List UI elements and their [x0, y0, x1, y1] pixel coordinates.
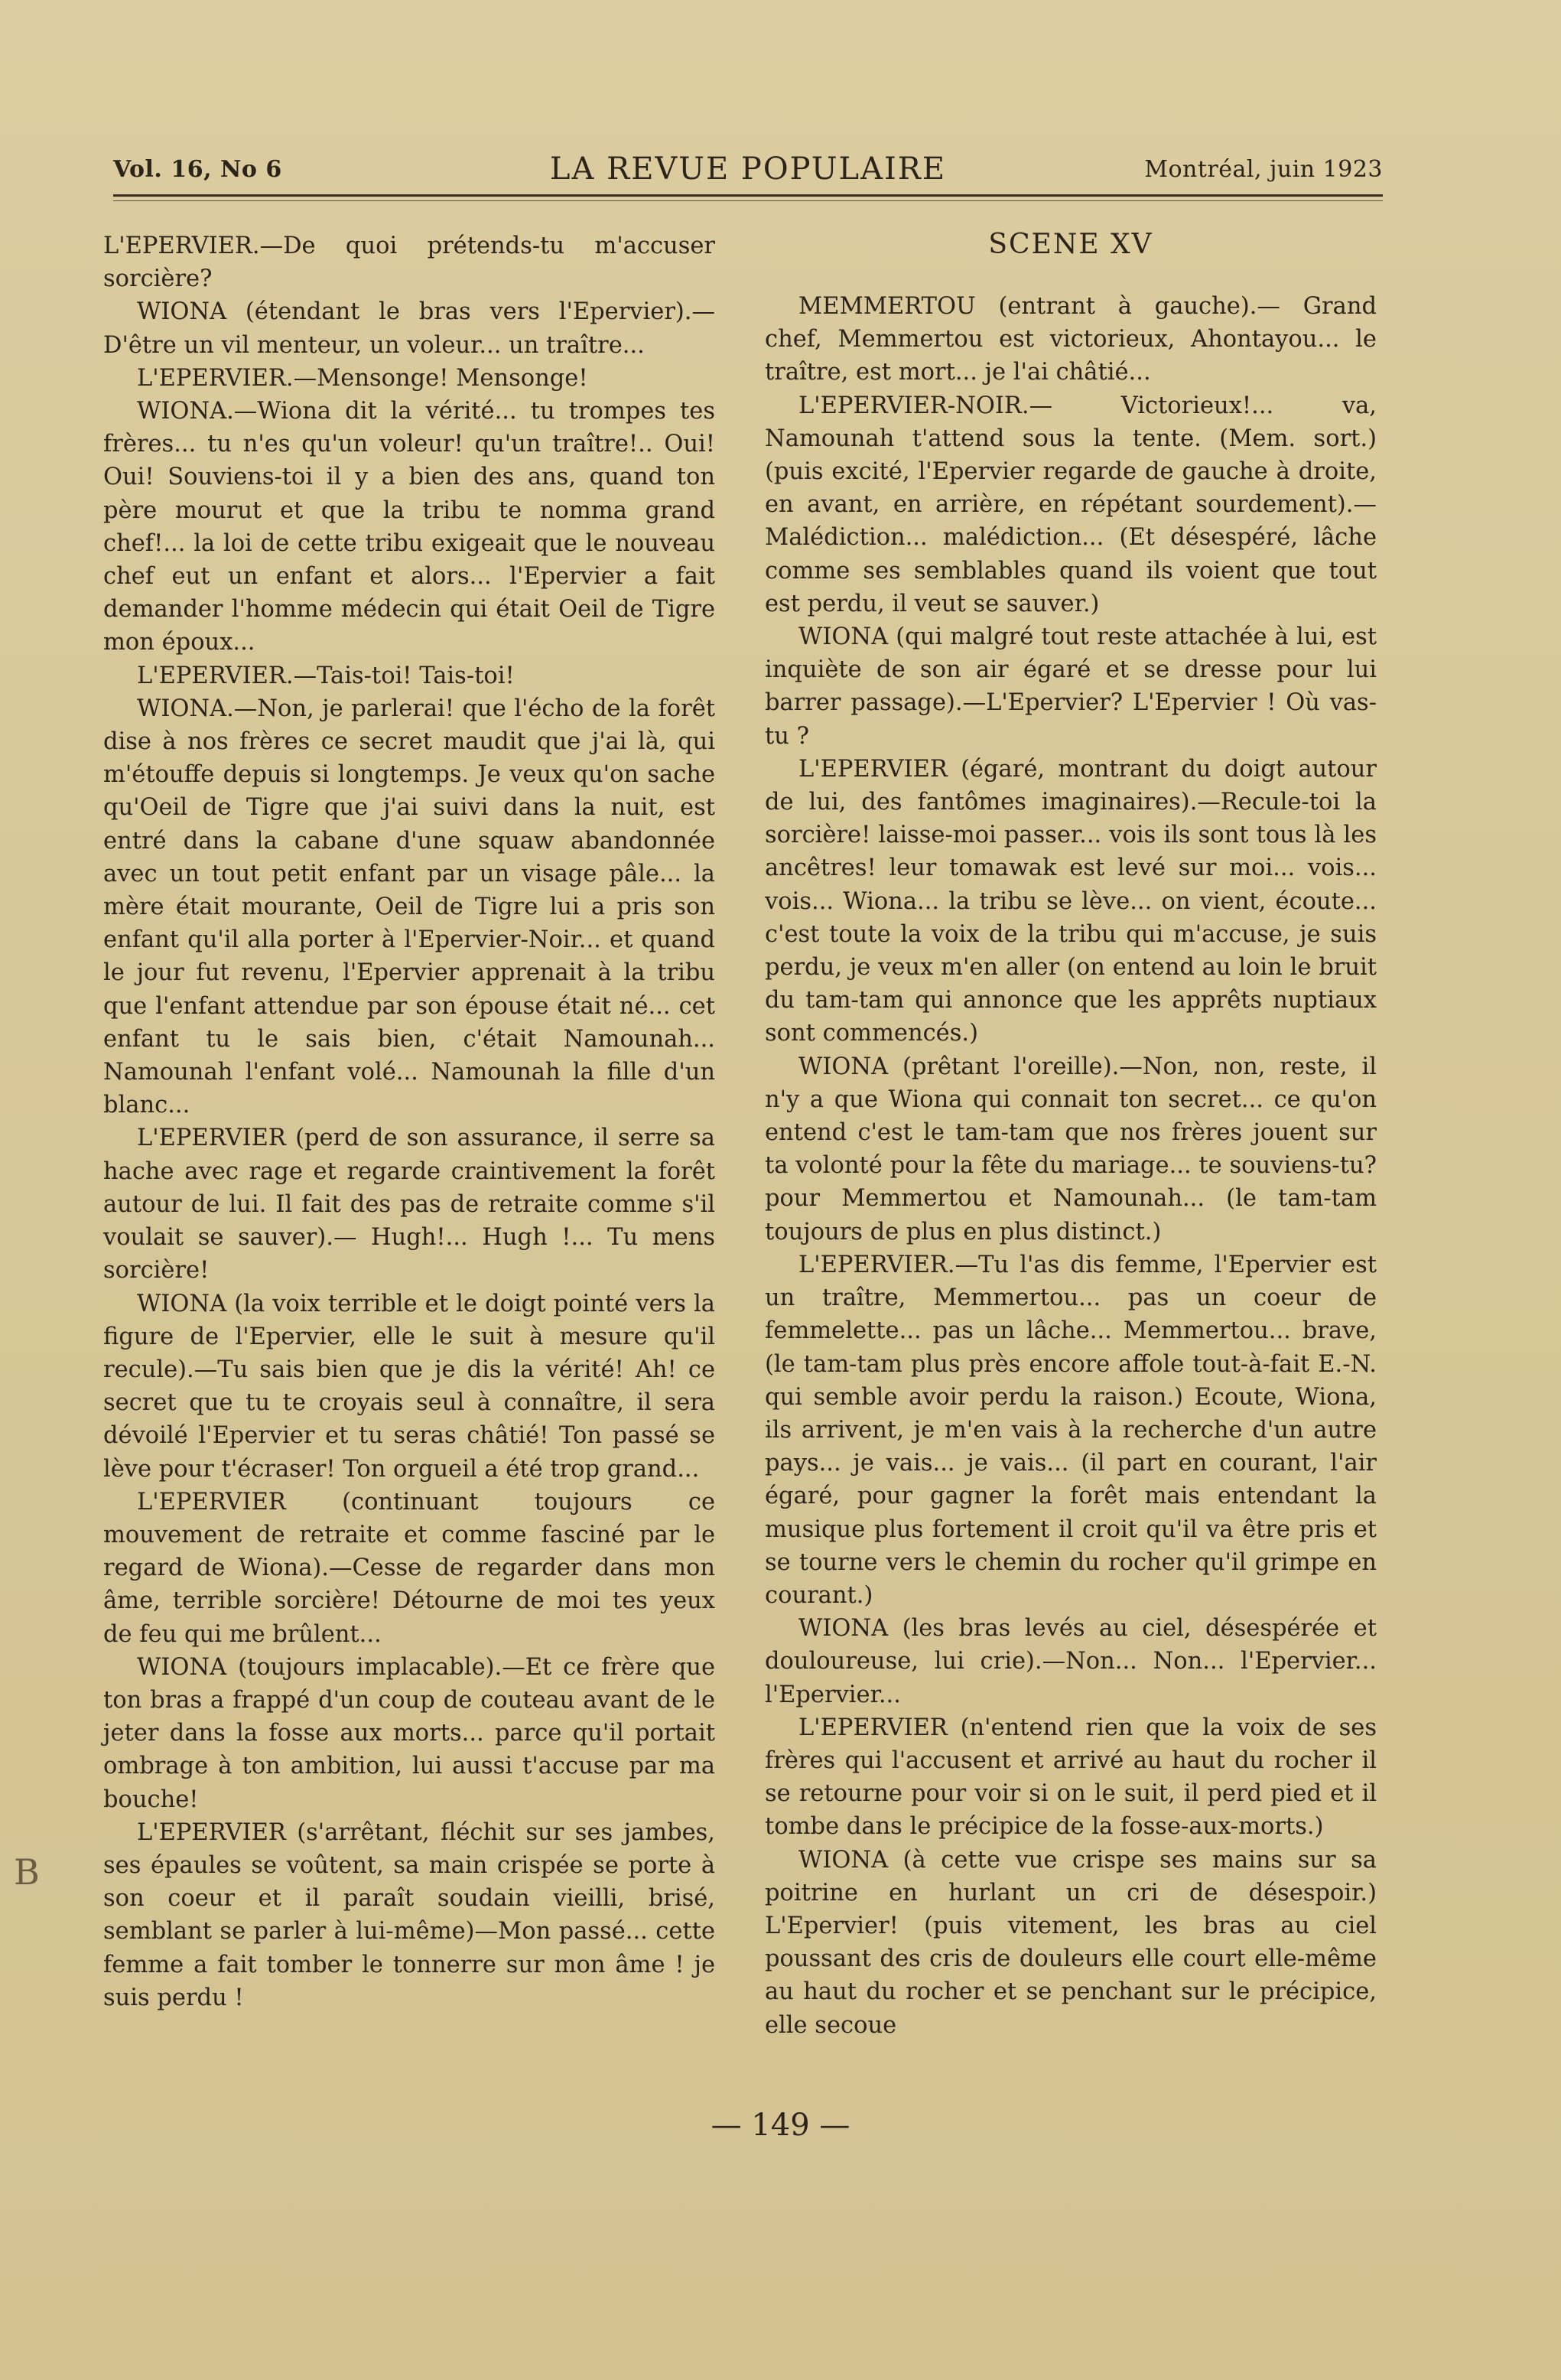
paragraph: L'EPERVIER (s'arrêtant, fléchit sur ses jambes, ses épaules se voûtent, sa main crispée se porte à son coeur et il paraît soudain vieilli, brisé, semblant se parler à lui-même)—Mon passé... cette femme a fait tomber le tonnerre sur mon âme ! je suis perdu ! — [103, 1818, 715, 2011]
paragraph: L'EPERVIER.—Tais-toi! Tais-toi! — [137, 662, 515, 689]
paragraph: L'EPERVIER.—Mensonge! Mensonge! — [137, 364, 588, 392]
paragraph: WIONA (prêtant l'oreille).—Non, non, reste, il n'y a que Wiona qui connait ton secret... ce qu'on entend c'est le tam-tam que nos frères jouent sur ta volonté pour la fête du mariage... te souviens-tu? pour Memmertou et Namounah... (le tam-tam toujours de plus en plus distinct.) — [765, 1053, 1377, 1245]
scene-title: SCENE XV — [988, 229, 1153, 260]
paragraph: L'EPERVIER-NOIR.— Victorieux!... va, Namounah t'attend sous la tente. (Mem. sort.) (puis excité, l'Epervier regarde de gauche à droite, en avant, en arrière, en répétant sourdement).—Malédiction... malédiction... (Et désespéré, lâche comme ses semblables quand ils voient que tout est perdu, il veut se sauver.) — [765, 392, 1377, 617]
header-rule — [113, 194, 1383, 197]
volume-number: Vol. 16, No 6 — [113, 156, 282, 183]
paragraph: L'EPERVIER (continuant toujours ce mouvement de retraite et comme fasciné par le regard de Wiona).—Cesse de regarder dans mon âme, terrible sorcière! Détourne de moi tes yeux de feu qui me brûlent... — [103, 1488, 715, 1648]
paragraph: WIONA.—Non, je parlerai! que l'écho de la forêt dise à nos frères ce secret maudit que j'ai là, qui m'étouffe depuis si longtemps. Je veux qu'on sache qu'Oeil de Tigre que j'ai suivi dans la nuit, est entré dans la cabane d'une squaw abandonnée avec un tout petit enfant par un visage pâle... la mère était mourante, Oeil de Tigre lui a pris son enfant qu'il alla porter à l'Epervier-Noir... et quand le jour fut revenu, l'Epervier apprenait à la tribu que l'enfant attendue par son épouse était né... cet enfant tu le sais bien, c'était Namounah... Namounah l'enfant volé... Namounah la fille d'un blanc... — [103, 695, 715, 1119]
paragraph: L'EPERVIER (perd de son assurance, il serre sa hache avec rage et regarde craintivement la forêt autour de lui. Il fait des pas de retraite comme s'il voulait se sauver).— Hugh!... Hugh !... Tu mens sorcière! — [103, 1125, 715, 1284]
paragraph: WIONA (les bras levés au ciel, désespérée et douloureuse, lui crie).—Non... Non... l'Epervier... l'Epervier... — [765, 1615, 1377, 1708]
paragraph: WIONA (à cette vue crispe ses mains sur sa poitrine en hurlant un cri de désespoir.) L'Epervier! (puis vitement, les bras au ciel poussant des cris de douleurs elle court elle-même au haut du rocher et se penchant sur le précipice, elle secoue — [765, 1846, 1377, 2039]
right-column — [765, 226, 1377, 2042]
running-header — [113, 151, 1383, 190]
left-column — [103, 230, 715, 2014]
margin-mark: B — [14, 1851, 40, 1893]
paragraph: WIONA.—Wiona dit la vérité... tu trompes tes frères... tu n'es qu'un voleur! qu'un traître!.. Oui! Oui! Souviens-toi il y a bien des ans, quand ton père mourut et que la tribu te nomma grand chef!... la loi de cette tribu exigeait que le nouveau chef eut un enfant et alors... l'Epervier a fait demander l'homme médecin qui était Oeil de Tigre mon époux... — [103, 398, 715, 656]
paragraph: WIONA (la voix terrible et le doigt pointé vers la figure de l'Epervier, elle le suit à mesure qu'il recule).—Tu sais bien que je dis la vérité! Ah! ce secret que tu te croyais seul à connaître, il sera dévoilé l'Epervier et tu seras châtié! Ton passé se lève pour t'écraser! Ton orgueil a été trop grand... — [103, 1290, 715, 1483]
journal-title: LA REVUE POPULAIRE — [549, 151, 947, 187]
paragraph: WIONA (qui malgré tout reste attachée à lui, est inquiète de son air égaré et se dresse pour lui barrer passage).—L'Epervier? L'Epervier ! Où vas-tu ? — [765, 623, 1377, 750]
paragraph: MEMMERTOU (entrant à gauche).— Grand chef, Memmertou est victorieux, Ahontayou... le traître, est mort... je l'ai châtié... — [765, 293, 1377, 386]
paragraph: WIONA (étendant le bras vers l'Epervier).— D'être un vil menteur, un voleur... un traître... — [103, 298, 715, 359]
place-date: Montréal, juin 1923 — [1144, 156, 1383, 183]
paragraph: L'EPERVIER.—De quoi prétends-tu m'accuser sorcière? — [103, 233, 715, 293]
header-rule-thin — [113, 200, 1383, 201]
paragraph: L'EPERVIER.—Tu l'as dis femme, l'Epervier est un traître, Memmertou... pas un coeur de femmelette... pas un lâche... Memmertou... brave, (le tam-tam plus près encore affole tout-à-fait E.-N. qui semble avoir perdu la raison.) Ecoute, Wiona, ils arrivent, je m'en vais à la recherche d'un autre pays... je vais... je vais... (il part en courant, l'air égaré, pour gagner la forêt mais entendant la musique plus fortement il croit qu'il va être pris et se tourne vers le chemin du rocher qu'il grimpe en courant.) — [765, 1251, 1377, 1609]
paragraph: L'EPERVIER (égaré, montrant du doigt autour de lui, des fantômes imaginaires).—Recule-toi la sorcière! laisse-moi passer... vois ils sont tous là les ancêtres! leur tomawak est levé sur moi... vois... vois... Wiona... la tribu se lève... on vient, écoute... c'est toute la voix de la tribu qui m'accuse, je suis perdu, je veux m'en aller (on entend au loin le bruit du tam-tam qui annonce que les apprêts nuptiaux sont commencés.) — [765, 755, 1377, 1047]
paragraph: L'EPERVIER (n'entend rien que la voix de ses frères qui l'accusent et arrivé au haut du rocher il se retourne pour voir si on le suit, il perd pied et il tombe dans le précipice de la fosse-aux-morts.) — [765, 1714, 1377, 1841]
paragraph: WIONA (toujours implacable).—Et ce frère que ton bras a frappé d'un coup de couteau avant de le jeter dans la fosse aux morts... parce qu'il portait ombrage à ton ambition, lui aussi t'accuse par ma bouche! — [103, 1653, 715, 1813]
page-number: — 149 — — [711, 2108, 850, 2143]
